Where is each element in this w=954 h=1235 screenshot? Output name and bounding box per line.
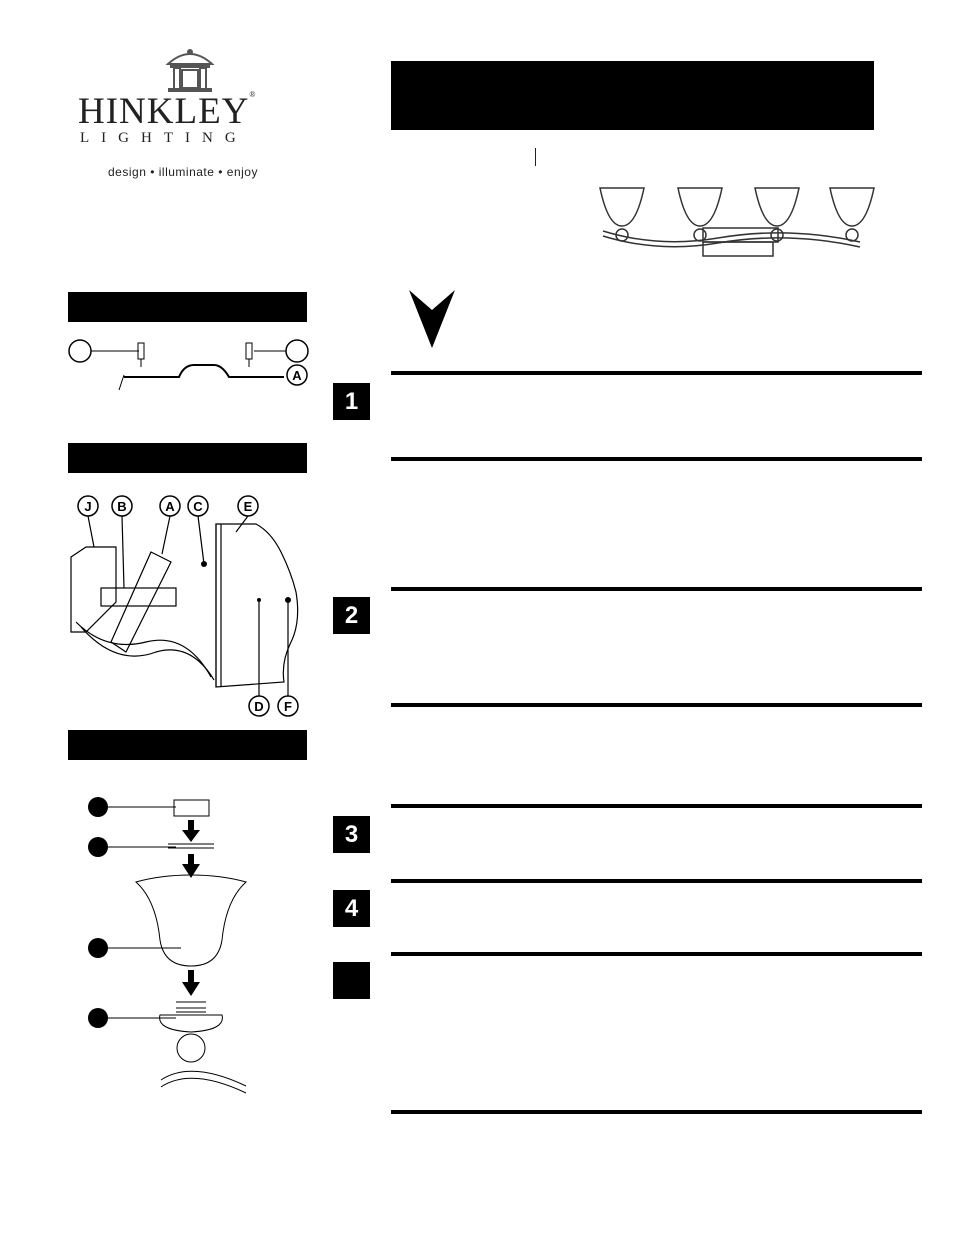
section-rule: [391, 371, 922, 375]
callout-label: A: [165, 499, 175, 514]
warning-arrow-icon: [409, 290, 459, 350]
section-rule: [391, 804, 922, 808]
logo-subtitle: LIGHTING: [80, 130, 248, 146]
step-blank: [333, 962, 370, 999]
callout-label: D: [254, 699, 264, 714]
brand-name: HINKLEY: [78, 91, 250, 132]
section-rule: [391, 457, 922, 461]
callout-label: F: [284, 699, 292, 714]
section-rule: [391, 952, 922, 956]
mounting-diagram: [64, 335, 314, 405]
step-number: 3: [333, 816, 370, 853]
callout-label: B: [117, 499, 127, 514]
section-head-wiring: [68, 443, 307, 473]
callout-label: E: [243, 499, 253, 514]
registered-mark: ®: [249, 90, 257, 99]
section-head-mounting: [68, 292, 307, 322]
callout-label: A: [292, 368, 302, 383]
callout-label: J: [84, 499, 92, 514]
wiring-diagram: [66, 492, 326, 722]
fixture-illustration: [598, 186, 868, 266]
section-head-glass: [68, 730, 307, 760]
section-rule: [391, 879, 922, 883]
logo-tagline: design • illuminate • enjoy: [108, 165, 258, 179]
step-number: 4: [333, 890, 370, 927]
section-rule: [391, 1110, 922, 1114]
glass-assembly-diagram: [86, 790, 286, 1100]
title-bar: [391, 61, 874, 130]
text-cursor: [535, 148, 536, 166]
section-rule: [391, 703, 922, 707]
step-number: 1: [333, 383, 370, 420]
step-number: 2: [333, 597, 370, 634]
callout-label: C: [193, 499, 203, 514]
logo-wordmark: [78, 90, 308, 133]
section-rule: [391, 587, 922, 591]
